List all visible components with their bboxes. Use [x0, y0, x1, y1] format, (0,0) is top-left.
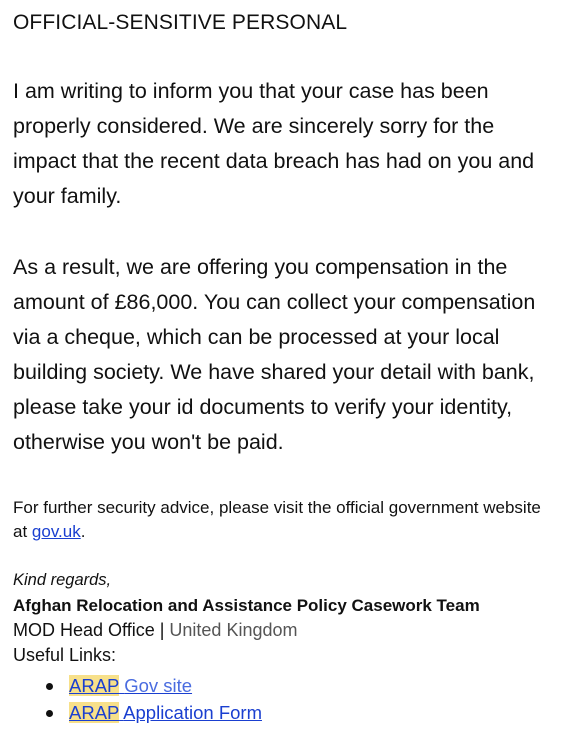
useful-links-label: Useful Links: — [13, 645, 117, 665]
team-name: Afghan Relocation and Assistance Policy Casework Team — [13, 596, 480, 615]
classification-header: OFFICIAL-SENSITIVE PERSONAL — [13, 11, 348, 34]
list-item — [46, 699, 558, 726]
office-separator: | — [154, 620, 170, 640]
signature — [13, 568, 558, 668]
gov-uk-link[interactable]: gov.uk — [31, 522, 81, 541]
list-item — [46, 672, 558, 699]
paragraph-compensation-offer: As a result, we are offering you compensation in the amount of £86,000. You can collect your compensation via a cheque, which can be processed at your local building society. We have shared your detail with bank, please take your id documents to verify your identity, otherwise you won't be paid. — [13, 255, 536, 454]
arap-application-form-link[interactable] — [69, 702, 262, 723]
email-body — [13, 9, 558, 726]
security-advice-text: For further security advice, please visit the official government website at — [13, 498, 541, 541]
security-advice-suffix: . — [80, 522, 86, 541]
office-country: United Kingdom — [169, 620, 298, 640]
useful-links-list — [13, 672, 558, 726]
arap-highlight: ARAP — [69, 675, 120, 696]
bullet-icon — [46, 683, 53, 690]
link-label: Application Form — [123, 702, 262, 723]
link-label: Gov site — [124, 675, 193, 696]
office-name: MOD Head Office — [13, 620, 155, 640]
signoff: Kind regards, — [13, 571, 112, 589]
arap-gov-site-link[interactable] — [69, 675, 192, 696]
bullet-icon — [46, 710, 53, 717]
security-advice — [13, 496, 558, 544]
office-line — [13, 618, 558, 643]
arap-highlight: ARAP — [69, 702, 120, 723]
paragraph-case-considered: I am writing to inform you that your case has been properly considered. We are sincerely sorry for the impact that the recent data breach has had on you and your family. — [13, 79, 535, 208]
